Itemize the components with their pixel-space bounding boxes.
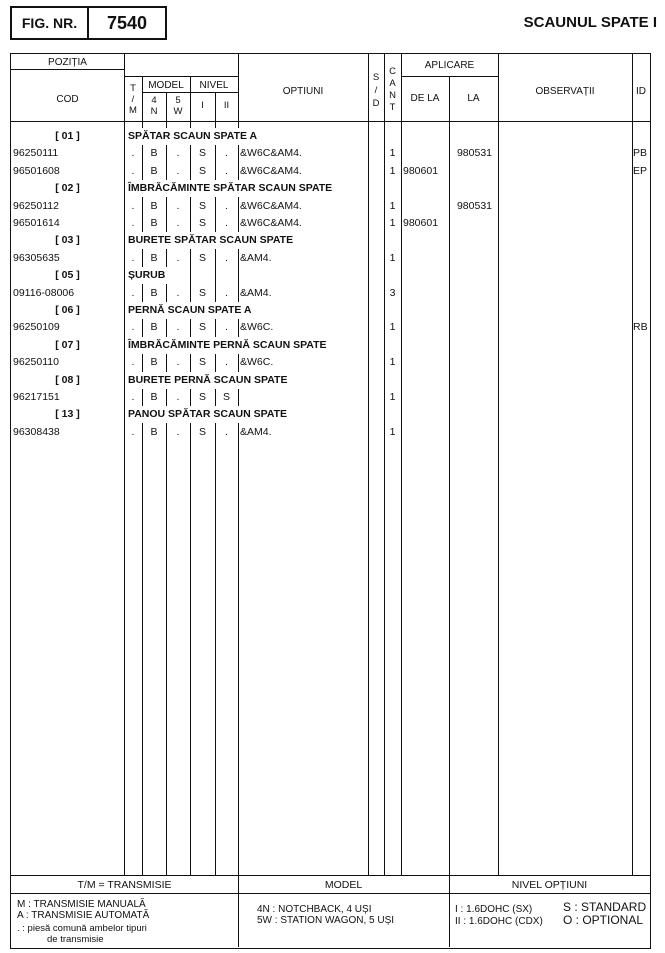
position-number: [ 13 ]: [55, 408, 80, 421]
cell-cant: 1: [389, 164, 396, 177]
cell-sd: [368, 354, 384, 371]
header-line-aplicare: [401, 76, 498, 77]
position-number: [ 07 ]: [55, 338, 80, 351]
cell-obs: [500, 285, 632, 302]
figure-number: 7540: [106, 12, 148, 33]
header-cant-1: C: [389, 66, 396, 77]
cell-id: [633, 389, 651, 406]
cell-sd: [368, 145, 384, 162]
cell-la: [451, 285, 498, 302]
cell-cant: 1: [389, 425, 396, 438]
header-pozitia: POZIȚIA: [48, 57, 87, 68]
cell-cod: 09116-08006: [13, 286, 75, 299]
cell-m4n: B: [150, 164, 158, 177]
header-4n-2: N: [150, 106, 158, 117]
cell-cant: 1: [389, 199, 396, 212]
part-description: PANOU SPĂTAR SCAUN SPATE: [128, 406, 289, 423]
position-number: [ 01 ]: [55, 130, 80, 142]
table-row: [11, 163, 650, 180]
cell-dela: [403, 424, 449, 441]
cell-ni: S: [198, 164, 206, 177]
header-sd-3: D: [372, 98, 380, 109]
cell-la: 980531: [456, 199, 493, 212]
cell-cod: 96250110: [13, 356, 59, 369]
cell-cant: 1: [389, 391, 396, 403]
cell-m4n: B: [150, 147, 158, 160]
legend-tm-a: A : TRANSMISIE AUTOMATĂ: [17, 910, 150, 921]
parts-table: [10, 53, 651, 876]
header-cant-2: A: [389, 78, 396, 89]
header-model: MODEL: [148, 80, 184, 91]
legend-tm-title: T/M = TRANSMISIE: [77, 879, 172, 891]
cell-nii: .: [225, 321, 228, 334]
legend-model-5w: 5W : STATION WAGON, 5 UȘI: [257, 915, 395, 926]
page-title: SCAUNUL SPATE I: [523, 14, 657, 31]
cell-nii: .: [225, 286, 228, 299]
cell-m4n: B: [150, 356, 158, 369]
cell-ni: S: [198, 391, 206, 403]
cell-m4n: B: [150, 425, 158, 438]
cell-m5w: .: [176, 356, 180, 369]
cell-dela: [403, 389, 449, 406]
cell-opt: &W6C.: [240, 356, 274, 369]
cell-la: [451, 215, 498, 232]
legend-model-title: MODEL: [324, 879, 363, 891]
cell-dela: 980601: [403, 164, 439, 177]
cell-nii: .: [225, 164, 228, 177]
cell-ni: S: [198, 199, 206, 212]
header-id: ID: [636, 86, 646, 97]
table-row: [11, 424, 650, 441]
legend-tm-dot: . : piesă comună ambelor tipuri: [17, 923, 147, 934]
cell-m4n: B: [150, 251, 158, 264]
table-row: [11, 250, 650, 267]
cell-obs: [500, 145, 632, 162]
cell-tm: .: [131, 217, 135, 229]
cell-dela: [403, 319, 449, 336]
cell-cod: 96308438: [13, 425, 60, 438]
cell-m4n: B: [150, 217, 158, 229]
cell-id: [633, 285, 651, 302]
cell-cod: 96501614: [13, 217, 60, 229]
cell-la: [451, 424, 498, 441]
cell-dela: [403, 285, 449, 302]
part-description: SPĂTAR SCAUN SPATE A: [128, 128, 259, 145]
cell-tm: .: [131, 321, 135, 334]
position-header-row: [11, 232, 650, 249]
table-row: [11, 215, 650, 232]
cell-obs: [500, 424, 632, 441]
header-cod: COD: [56, 94, 79, 105]
cell-tm: .: [131, 147, 135, 160]
table-row: [11, 145, 650, 162]
cell-id: PB: [633, 147, 648, 160]
header-optiuni: OPTIUNI: [282, 86, 324, 97]
legend-footer: [10, 876, 651, 949]
cell-id: EP: [633, 164, 648, 177]
cell-nii: .: [225, 251, 228, 264]
cell-nii: .: [225, 147, 228, 160]
header-de-la: DE LA: [410, 93, 440, 104]
cell-obs: [500, 215, 632, 232]
cell-id: [633, 215, 651, 232]
cell-m4n: B: [150, 199, 158, 212]
legend-nivel-title: NIVEL OPȚIUNI: [511, 879, 588, 891]
cell-cant: 1: [389, 321, 396, 334]
cell-id: [633, 198, 651, 215]
cell-obs: [500, 163, 632, 180]
legend-model-4n: 4N : NOTCHBACK, 4 UȘI: [257, 904, 372, 915]
cell-opt: &W6C&AM4.: [240, 164, 302, 177]
cell-m5w: .: [176, 321, 180, 334]
cell-ni: S: [198, 217, 206, 229]
cell-la: [451, 250, 498, 267]
cell-m4n: B: [150, 321, 158, 334]
cell-la: [451, 389, 498, 406]
cell-m5w: .: [176, 425, 180, 438]
cell-tm: .: [131, 391, 135, 403]
cell-tm: .: [131, 356, 135, 369]
header-cant-3: N: [389, 90, 396, 101]
part-description: BURETE SPĂTAR SCAUN SPATE: [128, 232, 295, 249]
cell-sd: [368, 163, 384, 180]
cell-cant: 1: [389, 251, 396, 264]
table-row: [11, 319, 650, 336]
position-header-row: [11, 267, 650, 284]
header-5w-2: W: [173, 106, 183, 117]
cell-id: RB: [633, 321, 648, 334]
legend-tm-dot-2: de transmisie: [47, 934, 104, 945]
cell-sd: [368, 424, 384, 441]
header-cant-4: T: [389, 102, 396, 113]
cell-ni: S: [198, 356, 206, 369]
position-number: [ 06 ]: [55, 304, 80, 316]
cell-m5w: .: [176, 251, 180, 264]
table-row: [11, 389, 650, 406]
cell-la: [451, 163, 498, 180]
cell-m5w: .: [176, 286, 180, 299]
cell-la: 980531: [456, 147, 493, 160]
table-row: [11, 198, 650, 215]
cell-obs: [500, 319, 632, 336]
legend-nivel-s: S : STANDARD: [563, 900, 647, 914]
header-bottom-line: [11, 121, 650, 122]
header-sd-1: S: [372, 72, 380, 83]
position-number: [ 02 ]: [55, 182, 80, 195]
part-description: BURETE PERNĂ SCAUN SPATE: [128, 372, 289, 389]
cell-sd: [368, 389, 384, 406]
cell-cant: 3: [389, 286, 396, 299]
cell-m4n: B: [150, 391, 158, 403]
cell-dela: [403, 354, 449, 371]
cell-m5w: .: [176, 391, 180, 403]
cell-m4n: B: [150, 286, 158, 299]
cell-obs: [500, 389, 632, 406]
header-tm-1: T: [130, 83, 136, 94]
position-number: [ 08 ]: [55, 373, 80, 386]
cell-ni: S: [198, 147, 206, 160]
cell-cod: 96501608: [13, 164, 60, 177]
cell-ni: S: [198, 251, 206, 264]
figure-number-box: [10, 6, 167, 40]
cell-dela: 980601: [403, 217, 439, 229]
cell-la: [451, 354, 498, 371]
part-description: PERNĂ SCAUN SPATE A: [128, 302, 253, 319]
cell-sd: [368, 215, 384, 232]
cell-id: [633, 250, 651, 267]
cell-obs: [500, 198, 632, 215]
cell-nii: .: [225, 199, 228, 212]
cell-ni: S: [198, 286, 206, 299]
cell-id: [633, 424, 651, 441]
cell-dela: [403, 198, 449, 215]
header-aplicare: APLICARE: [424, 60, 475, 71]
header-nivel: NIVEL: [199, 80, 229, 91]
cell-opt: [240, 389, 367, 406]
cell-opt: &W6C.: [240, 321, 274, 334]
footer-title-line: [11, 893, 650, 894]
cell-m5w: .: [176, 199, 180, 212]
legend-tm-m: M : TRANSMISIE MANUALĂ: [17, 899, 146, 910]
cell-opt: &AM4.: [240, 286, 272, 299]
cell-tm: .: [131, 251, 135, 264]
header-sd-2: /: [374, 85, 378, 96]
cell-tm: .: [131, 286, 135, 299]
cell-cod: 96250112: [13, 199, 59, 212]
cell-nii: .: [225, 425, 228, 438]
cell-obs: [500, 250, 632, 267]
header-tm-3: M: [129, 105, 137, 116]
position-header-row: [11, 406, 650, 423]
position-header-row: [11, 337, 650, 354]
legend-nivel-ii: II : 1.6DOHC (CDX): [455, 916, 543, 927]
cell-opt: &W6C&AM4.: [240, 217, 302, 229]
cell-cant: 1: [389, 356, 396, 369]
part-description: ÎMBRĂCĂMINTE SPĂTAR SCAUN SPATE: [128, 180, 334, 197]
position-header-row: [11, 180, 650, 197]
cell-tm: .: [131, 425, 135, 438]
header-line-model-sub: [142, 92, 238, 93]
header-line-pozitia: [11, 69, 124, 70]
cell-cant: 1: [389, 217, 396, 229]
cell-id: [633, 354, 651, 371]
header-tm-2: /: [131, 94, 135, 105]
position-header-row: [11, 302, 650, 319]
cell-sd: [368, 285, 384, 302]
cell-dela: [403, 145, 449, 162]
header-4n-1: 4: [151, 95, 157, 106]
cell-tm: .: [131, 199, 135, 212]
cell-sd: [368, 250, 384, 267]
part-description: ÎMBRĂCĂMINTE PERNĂ SCAUN SPATE: [128, 337, 329, 354]
position-header-row: [11, 372, 650, 389]
cell-ni: S: [198, 425, 206, 438]
header-5w-1: 5: [175, 95, 181, 106]
cell-cod: 96250111: [13, 147, 59, 160]
position-number: [ 05 ]: [55, 269, 80, 282]
table-row: [11, 285, 650, 302]
header-nivel-i: I: [201, 100, 204, 111]
cell-tm: .: [131, 164, 135, 177]
cell-cod: 96305635: [13, 251, 60, 264]
cell-obs: [500, 354, 632, 371]
cell-sd: [368, 198, 384, 215]
cell-opt: &W6C&AM4.: [240, 147, 302, 160]
cell-m5w: .: [176, 147, 180, 160]
cell-m5w: .: [176, 217, 180, 229]
cell-dela: [403, 250, 449, 267]
figure-label: FIG. NR.: [12, 8, 89, 38]
cell-nii: .: [225, 217, 228, 229]
position-number: [ 03 ]: [55, 234, 80, 247]
cell-opt: &AM4.: [240, 425, 272, 438]
position-header-row: [11, 128, 650, 145]
cell-cant: 1: [389, 147, 396, 160]
legend-nivel-i: I : 1.6DOHC (SX): [455, 904, 533, 915]
cell-m5w: .: [176, 164, 180, 177]
cell-cod: 96250109: [13, 321, 60, 334]
header-observatii: OBSERVAȚII: [535, 86, 595, 97]
cell-nii: .: [225, 356, 228, 369]
header-nivel-ii: II: [223, 100, 230, 111]
cell-opt: &W6C&AM4.: [240, 199, 302, 212]
header-la: LA: [467, 93, 480, 104]
part-description: ȘURUB: [128, 267, 167, 284]
table-row: [11, 354, 650, 371]
cell-ni: S: [198, 321, 206, 334]
cell-opt: &AM4.: [240, 251, 272, 264]
cell-cod: 96217151: [13, 391, 60, 403]
cell-nii: S: [222, 391, 230, 403]
cell-sd: [368, 319, 384, 336]
cell-la: [451, 319, 498, 336]
header-line-model: [124, 76, 238, 77]
legend-nivel-o: O : OPTIONAL: [563, 913, 644, 927]
